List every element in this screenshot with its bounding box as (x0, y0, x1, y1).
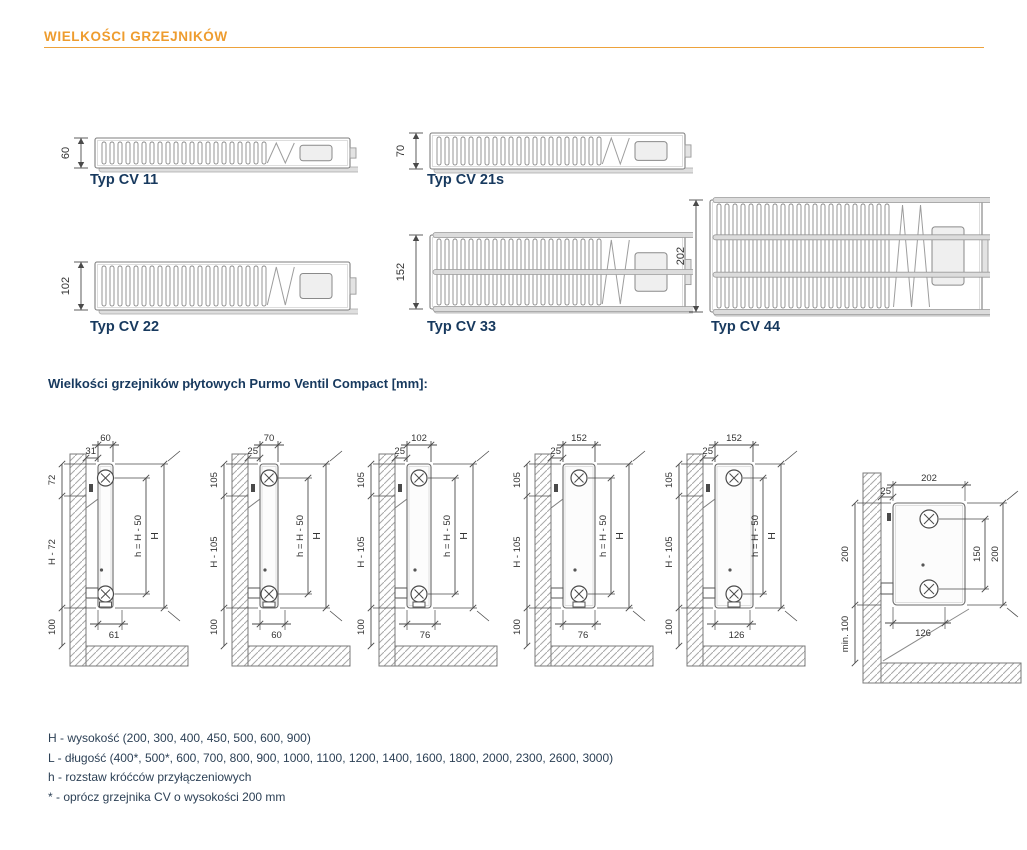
svg-text:H: H (458, 532, 470, 540)
svg-text:H: H (766, 532, 778, 540)
svg-text:100: 100 (209, 619, 220, 635)
svg-text:72: 72 (47, 474, 58, 486)
svg-text:h = H - 50: h = H - 50 (750, 515, 761, 557)
note-length: L - długość (400*, 500*, 600, 700, 800, 900, 1000, 1100, 1200, 1400, 1600, 1800, 2000, 2300, 2600, 3000) (48, 750, 614, 765)
svg-text:min. 100: min. 100 (840, 615, 851, 653)
svg-text:h = H - 50: h = H - 50 (133, 515, 144, 557)
header-rule (44, 47, 984, 48)
type-label-cv21s: Typ CV 21s (427, 172, 505, 188)
svg-text:25: 25 (880, 486, 891, 497)
svg-text:100: 100 (512, 619, 523, 635)
top-view-cv44-drawing (674, 194, 990, 331)
svg-text:100: 100 (664, 619, 675, 635)
svg-text:150: 150 (972, 546, 983, 562)
svg-text:202: 202 (675, 246, 687, 266)
type-label-cv33: Typ CV 33 (427, 319, 497, 335)
legend-notes (48, 729, 613, 807)
svg-text:H - 105: H - 105 (209, 536, 220, 568)
svg-text:152: 152 (395, 262, 407, 282)
svg-text:25: 25 (394, 446, 405, 457)
svg-text:H: H (311, 532, 323, 540)
svg-text:25: 25 (550, 446, 561, 457)
svg-text:202: 202 (921, 473, 937, 484)
svg-text:100: 100 (47, 619, 58, 635)
svg-text:152: 152 (571, 433, 587, 444)
note-asterisk: * - oprócz grzejnika CV o wysokości 200 mm (48, 789, 286, 804)
cross-section-cv21s (202, 428, 354, 673)
svg-text:152: 152 (726, 433, 742, 444)
svg-text:31: 31 (85, 446, 96, 457)
svg-text:61: 61 (108, 630, 120, 641)
svg-text:H - 105: H - 105 (356, 536, 367, 568)
svg-text:105: 105 (664, 472, 675, 488)
svg-text:102: 102 (60, 276, 72, 296)
svg-text:105: 105 (512, 472, 523, 488)
svg-text:70: 70 (263, 433, 275, 444)
svg-text:105: 105 (356, 472, 367, 488)
svg-text:60: 60 (60, 146, 72, 160)
section-heading: Wielkości grzejników płytowych Purmo Ventil Compact [mm]: (48, 376, 428, 391)
svg-text:25: 25 (247, 446, 258, 457)
svg-text:126: 126 (915, 628, 931, 639)
svg-text:60: 60 (271, 630, 282, 641)
svg-text:105: 105 (209, 472, 220, 488)
svg-text:70: 70 (395, 144, 407, 158)
svg-text:200: 200 (840, 546, 851, 562)
svg-text:60: 60 (100, 433, 111, 444)
cross-section-cv33 (505, 428, 657, 673)
svg-text:H - 105: H - 105 (664, 536, 675, 568)
svg-text:25: 25 (702, 446, 713, 457)
top-view-cv33-drawing (394, 229, 693, 328)
svg-text:H: H (614, 532, 626, 540)
note-height: H - wysokość (200, 300, 400, 450, 500, 600, 900) (48, 731, 311, 745)
svg-text:102: 102 (411, 433, 427, 444)
svg-text:76: 76 (577, 630, 589, 641)
svg-text:H - 72: H - 72 (47, 539, 58, 565)
note-pipe-spacing: h - rozstaw króćców przyłączeniowych (48, 770, 252, 784)
svg-text:100: 100 (356, 619, 367, 635)
cross-section-cv33-alt (657, 428, 809, 673)
svg-text:200: 200 (990, 546, 1001, 562)
type-label-cv44: Typ CV 44 (711, 319, 781, 335)
type-label-cv22: Typ CV 22 (90, 319, 160, 335)
svg-text:h = H - 50: h = H - 50 (295, 515, 306, 557)
svg-text:76: 76 (419, 630, 431, 641)
corner-detail-low-radiator (835, 457, 1027, 690)
svg-text:H: H (149, 532, 161, 540)
svg-text:h = H - 50: h = H - 50 (442, 515, 453, 557)
cross-section-cv11 (40, 428, 192, 673)
page-title: WIELKOŚCI GRZEJNIKÓW (44, 29, 228, 44)
cross-section-cv22 (349, 428, 501, 673)
svg-text:h = H - 50: h = H - 50 (598, 515, 609, 557)
svg-text:H - 105: H - 105 (512, 536, 523, 568)
type-label-cv11: Typ CV 11 (90, 172, 159, 188)
svg-text:126: 126 (728, 630, 745, 641)
